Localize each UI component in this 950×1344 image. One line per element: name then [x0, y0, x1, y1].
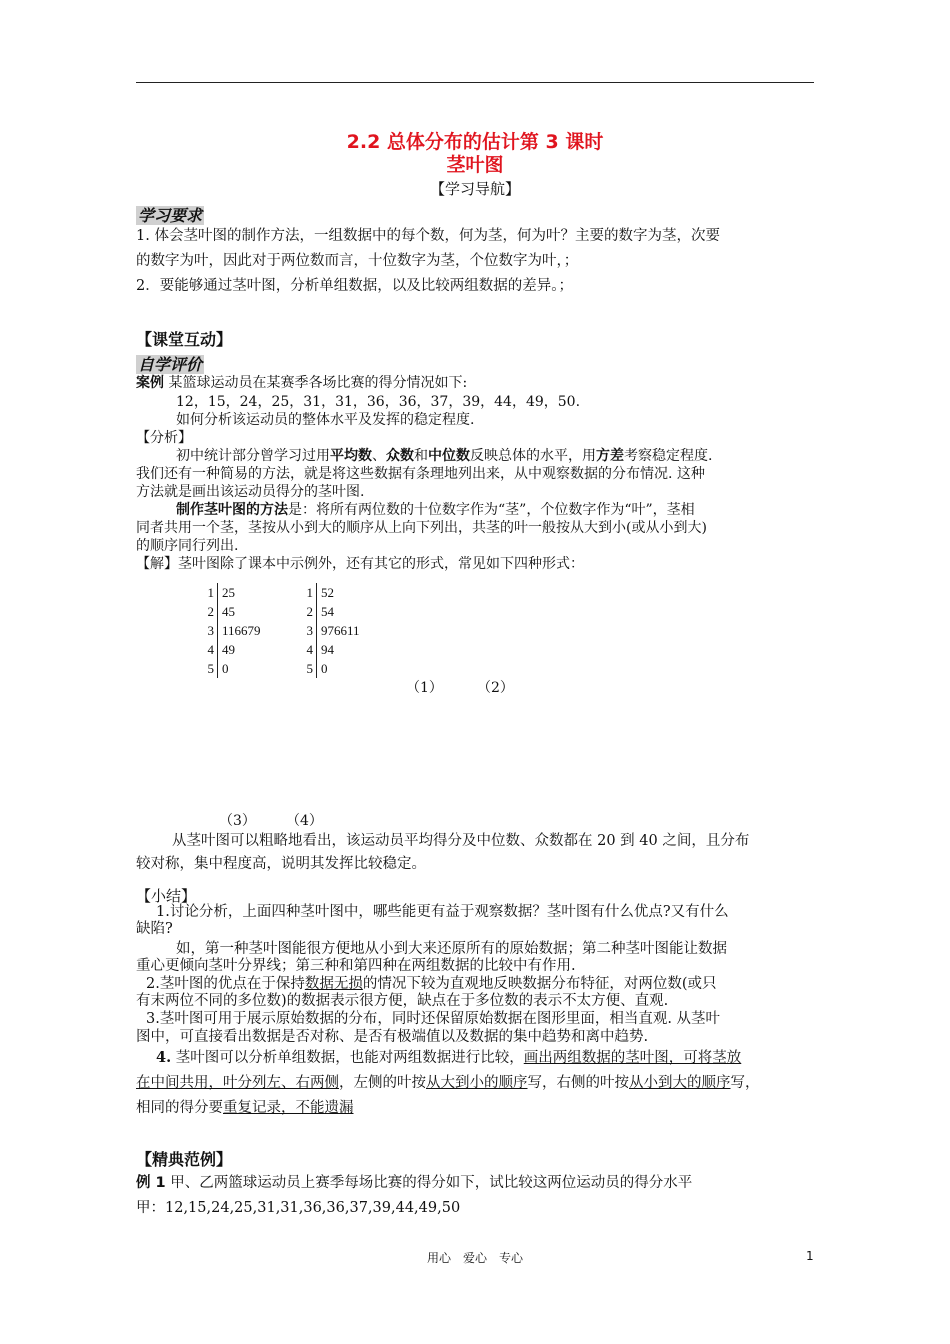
stem-row: 3 976611: [303, 621, 360, 640]
header-rule: [136, 82, 814, 83]
plot-label-1: （1）: [406, 680, 443, 696]
summary-5b: 在中间共用，叶分列左、右两侧，左侧的叶按从大到小的顺序写，右侧的叶按从小到大的顺序写，: [136, 1075, 760, 1091]
question-line: 如何分析该运动员的整体水平及发挥的稳定程度.: [176, 412, 475, 428]
summary-5a: 4. 茎叶图可以分析单组数据，也能对两组数据进行比较，画出两组数据的茎叶图，可将茎放: [156, 1049, 742, 1066]
plot-label-3: （3）: [219, 813, 256, 829]
stem-row: 2 54: [303, 602, 360, 621]
summary-2a: 如，第一种茎叶图能很方便地从小到大来还原所有的原始数据；第二种茎叶图能让数据: [176, 941, 727, 957]
plot-label-4: （4）: [286, 813, 323, 829]
summary-heading: 【小结】: [136, 887, 197, 905]
method-line3: 的顺序同行列出.: [136, 538, 239, 554]
analysis-line1: 初中统计部分曾学习过用平均数、众数和中位数反映总体的水平，用方差考察稳定程度.: [176, 448, 713, 464]
observation-line1: 从茎叶图可以粗略地看出，该运动员平均得分及中位数、众数都在 20 到 40 之间，且分布: [172, 833, 750, 849]
analysis-line3: 方法就是画出该运动员得分的茎叶图.: [136, 484, 365, 500]
study-req-heading: 学习要求: [138, 206, 203, 225]
study-req-line2: 的数字为叶，因此对于两位数而言，十位数字为茎，个位数字为叶，；: [136, 253, 579, 269]
stem-row: 3 116679: [204, 621, 261, 640]
method-line1: 制作茎叶图的方法是：将所有两位数的十位数字作为“茎”，个位数字作为“叶”，茎相: [176, 502, 695, 518]
examples-heading: 【精典范例】: [136, 1150, 233, 1169]
summary-1a: 1.讨论分析，上面四种茎叶图中，哪些能更有益于观察数据？茎叶图有什么优点?又有什么: [156, 904, 729, 920]
page-title: 2.2 总体分布的估计第 3 课时: [346, 131, 604, 153]
stem-plot-2: [303, 583, 360, 678]
solution-line: 【解】茎叶图除了课本中示例外，还有其它的形式，常见如下四种形式：: [136, 556, 584, 572]
case-line: 案例 某篮球运动员在某赛季各场比赛的得分情况如下:: [136, 375, 468, 391]
analysis-label: 【分析】: [136, 430, 192, 446]
scores-line: 12，15，24，25，31，31，36，36，37，39，44，49，50.: [176, 394, 581, 410]
summary-2b: 重心更倾向茎叶分界线；第三种和第四种在两组数据的比较中有作用.: [136, 958, 576, 974]
stem-row: 2 45: [204, 602, 261, 621]
observation-line2: 较对称，集中程度高，说明其发挥比较稳定。: [136, 856, 426, 872]
stem-row: 5 0: [204, 659, 261, 678]
study-req-line3: 2．要能够通过茎叶图，分析单组数据，以及比较两组数据的差异。；: [136, 278, 573, 294]
stem-row: 1 52: [303, 583, 360, 602]
stem-row: 4 49: [204, 640, 261, 659]
summary-4a: 3.茎叶图可用于展示原始数据的分布，同时还保留原始数据在图形里面，相当直观. 从茎叶: [146, 1011, 721, 1027]
self-eval-heading: 自学评价: [138, 355, 203, 374]
nav-label: 【学习导航】: [429, 180, 520, 198]
page-subtitle: 茎叶图: [446, 154, 504, 176]
summary-3a: 2.茎叶图的优点在于保持数据无损的情况下较为直观地反映数据分布特征，对两位数(或只: [146, 976, 717, 992]
example-1: 例 1 甲、乙两篮球运动员上赛季每场比赛的得分如下，试比较这两位运动员的得分水平: [136, 1175, 693, 1191]
stem-row: 4 94: [303, 640, 360, 659]
example-1-jia: 甲：12,15,24,25,31,31,36,36,37,39,44,49,50: [136, 1200, 461, 1216]
footer-motto: 用心 爱心 专心: [426, 1251, 523, 1265]
summary-3b: 有末两位不同的多位数)的数据表示很方便，缺点在于多位数的表示不太方便、直观.: [136, 993, 669, 1009]
stem-row: 1 25: [204, 583, 261, 602]
analysis-line2: 我们还有一种简易的方法，就是将这些数据有条理地列出来，从中观察数据的分布情况. 这种: [136, 466, 705, 482]
summary-4b: 图中，可直接看出数据是否对称、是否有极端值以及数据的集中趋势和离中趋势.: [136, 1029, 649, 1045]
page-number: 1: [806, 1249, 814, 1263]
stem-row: 5 0: [303, 659, 360, 678]
plot-label-2: （2）: [477, 680, 514, 696]
stem-plot-1: [204, 583, 261, 678]
summary-5c: 相同的得分要重复记录，不能遗漏: [136, 1100, 354, 1116]
summary-1b: 缺陷?: [136, 921, 173, 937]
interaction-heading: 【课堂互动】: [136, 330, 233, 349]
study-req-line1: 1. 体会茎叶图的制作方法，一组数据中的每个数，何为茎，何为叶？主要的数字为茎，次要: [136, 228, 720, 244]
method-line2: 同者共用一个茎，茎按从小到大的顺序从上向下列出，共茎的叶一般按从大到小(或从小到大): [136, 520, 707, 536]
